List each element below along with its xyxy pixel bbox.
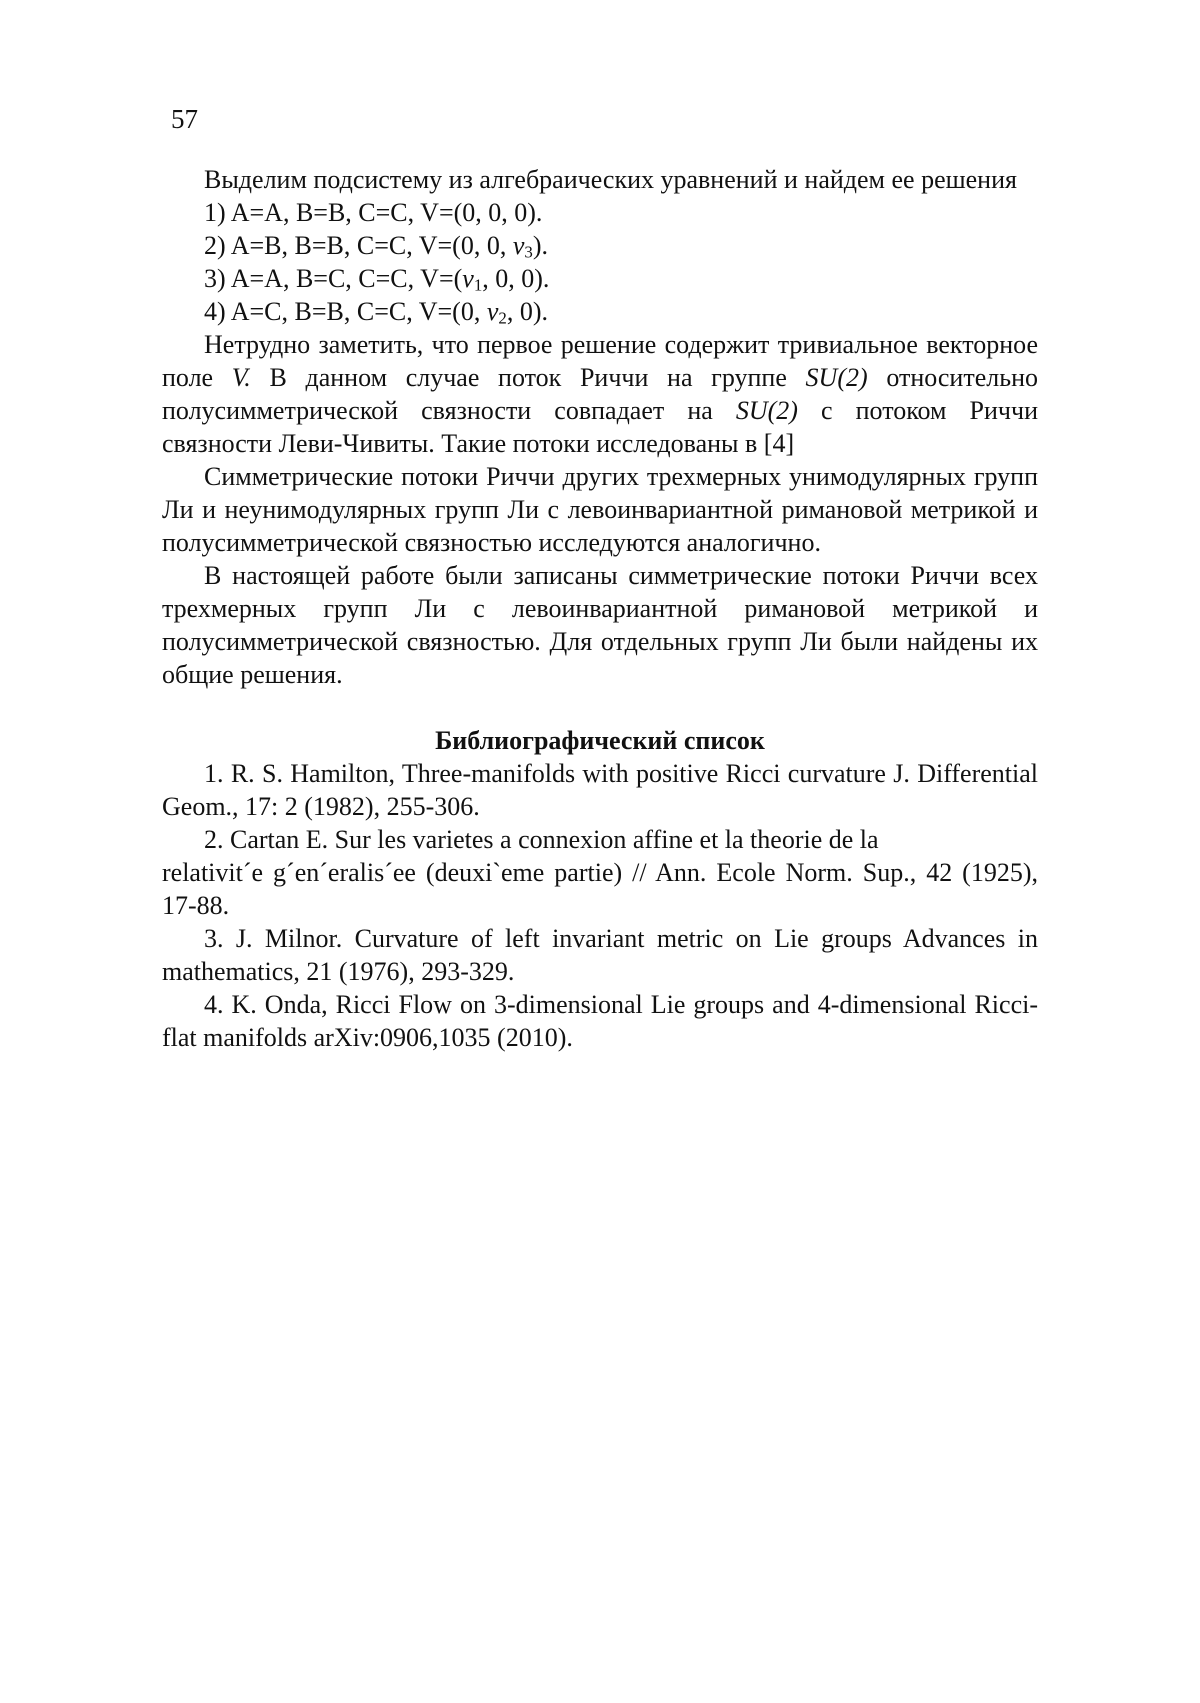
solution-4-sub: 2 (498, 308, 506, 327)
solution-1-text: 1) A=A, B=B, C=C, V=(0, 0, 0). (204, 198, 542, 227)
bibliography-title: Библиографический список (162, 724, 1038, 757)
solution-item-4 (162, 295, 1038, 328)
bibliography-ref-1: 1. R. S. Hamilton, Three-manifolds with positive Ricci curvature J. Differential Geom., 17: 2 (1982), 255-306. (162, 757, 1038, 823)
bibliography-ref-2-line-2: relativit´e g´en´eralis´ee (deuxi`eme partie) // Ann. Ecole Norm. Sup., 42 (1925), 17-88. (162, 856, 1038, 922)
paragraph1-part1: Нетрудно заметить, что первое решение содержит тривиальное векторное поле (162, 330, 1038, 392)
solution-2-prefix: 2) A=B, B=B, C=C, V=(0, 0, (204, 231, 513, 260)
paragraph1-part2: В данном случае поток Риччи на группе (251, 363, 806, 392)
solution-3-suffix: , 0, 0). (482, 264, 549, 293)
solution-item-2 (162, 229, 1038, 262)
paragraph1-part3: относительно полусимметрической связности совпадает на (162, 363, 1038, 425)
solution-item-3 (162, 262, 1038, 295)
bibliography-ref-3: 3. J. Milnor. Curvature of left invariant metric on Lie groups Advances in mathematics, 21 (1976), 293-329. (162, 922, 1038, 988)
bibliography-ref-4: 4. K. Onda, Ricci Flow on 3-dimensional Lie groups and 4-dimensional Ricci-flat manifolds arXiv:0906,1035 (2010). (162, 988, 1038, 1054)
solution-3-prefix: 3) A=A, B=C, C=C, V=( (204, 264, 462, 293)
group-su2-second: SU(2) (736, 396, 798, 425)
intro-paragraph: Выделим подсистему из алгебраических уравнений и найдем ее решения (162, 163, 1038, 196)
solution-2-suffix: ). (533, 231, 548, 260)
group-su2-first: SU(2) (806, 363, 868, 392)
conclusion-paragraph: В настоящей работе были записаны симметрические потоки Риччи всех трехмерных групп Ли с левоинвариантной римановой метрикой и полусимметрической связностью. Для отдельных групп Ли были найдены их общие решения. (162, 559, 1038, 691)
solution-3-var: v (462, 264, 474, 293)
vector-field-v: V. (232, 363, 251, 392)
solution-2-sub: 3 (524, 242, 532, 261)
symmetric-flows-paragraph: Симметрические потоки Риччи других трехмерных унимодулярных групп Ли и неунимодулярных групп Ли с левоинвариантной римановой метрикой и полусимметрической связностью исследуются аналогично. (162, 460, 1038, 559)
solution-4-var: v (487, 297, 499, 326)
paragraph1-part4: с потоком Риччи связности Леви-Чивиты. Такие потоки исследованы в [4] (162, 396, 1038, 458)
solution-4-suffix: , 0). (507, 297, 548, 326)
page-number: 57 (171, 106, 198, 133)
solution-item-1 (162, 196, 1038, 229)
solution-3-sub: 1 (474, 275, 482, 294)
bibliography-ref-2-line-1: 2. Cartan E. Sur les varietes a connexion affine et la theorie de la (162, 823, 1038, 856)
solution-4-prefix: 4) A=C, B=B, C=C, V=(0, (204, 297, 487, 326)
trivial-solution-paragraph (162, 328, 1038, 460)
document-body (162, 163, 1038, 1054)
solution-2-var: v (513, 231, 525, 260)
